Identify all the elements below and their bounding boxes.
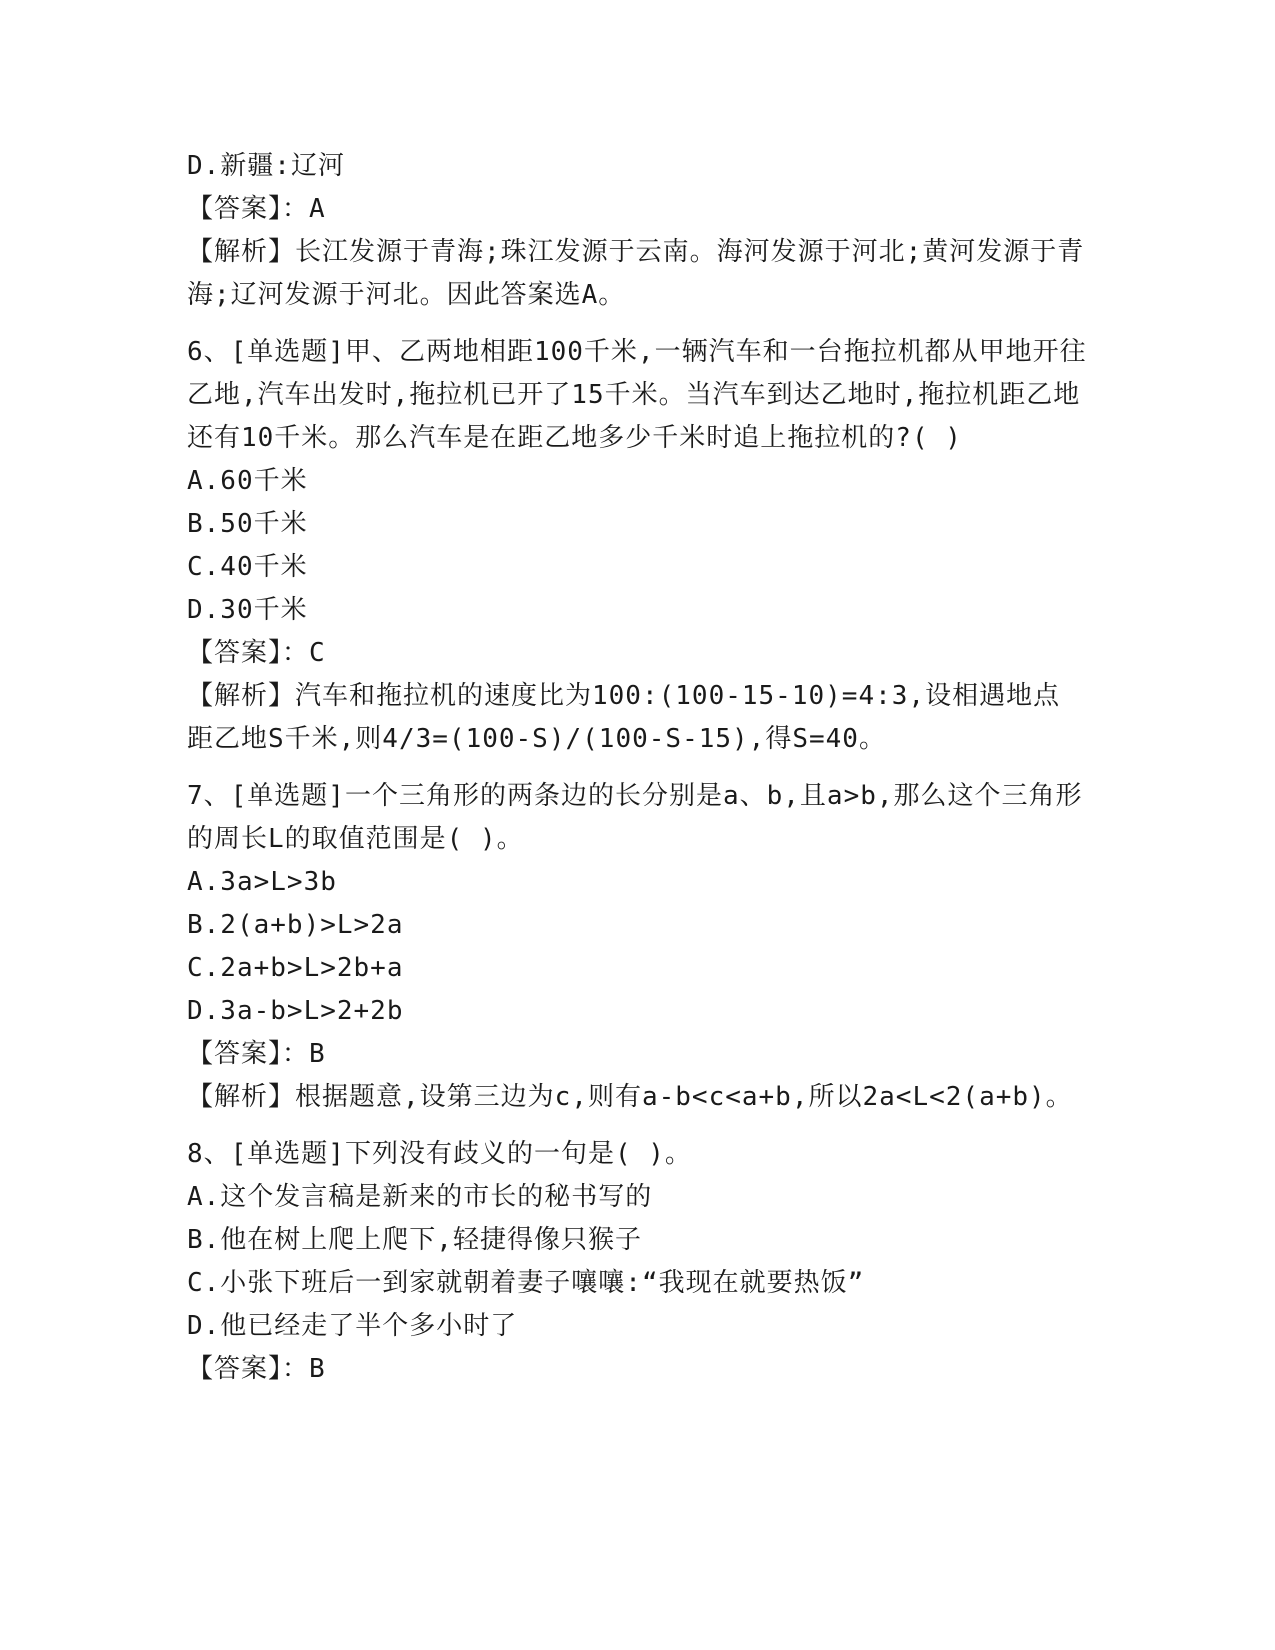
q6-answer: 【答案】：C (187, 638, 326, 668)
q7-option-a: A.3a>L>3b (187, 867, 337, 897)
q6-option-b: B.50千米 (187, 509, 308, 539)
q8-option-d: D.他已经走了半个多小时了 (187, 1311, 518, 1341)
q6-option-d: D.30千米 (187, 595, 308, 625)
q6-analysis: 【解析】汽车和拖拉机的速度比为100:(100-15-10)=4:3,设相遇地点距乙地S千米,则4/3=(100-S)/(100-S-15),得S=40。 (187, 681, 1061, 754)
document-page (187, 145, 1087, 1391)
q5-analysis: 【解析】长江发源于青海;珠江发源于云南。海河发源于河北;黄河发源于青海;辽河发源于河北。因此答案选A。 (187, 237, 1085, 310)
q7-option-d: D.3a-b>L>2+2b (187, 996, 404, 1026)
q6-option-a: A.60千米 (187, 466, 308, 496)
q5-option-d: D.新疆:辽河 (187, 151, 345, 181)
q6-question: 6、[单选题]甲、乙两地相距100千米,一辆汽车和一台拖拉机都从甲地开往乙地,汽车出发时,拖拉机已开了15千米。当汽车到达乙地时,拖拉机距乙地还有10千米。那么汽车是在距乙地多少千米时追上拖拉机的?( ) (187, 337, 1087, 453)
q8-option-c: C.小张下班后一到家就朝着妻子嚷嚷:“我现在就要热饭” (187, 1268, 865, 1298)
q8-option-b: B.他在树上爬上爬下,轻捷得像只猴子 (187, 1225, 642, 1255)
q7-answer: 【答案】：B (187, 1039, 326, 1069)
q8-question: 8、[单选题]下列没有歧义的一句是( )。 (187, 1139, 692, 1169)
q6-option-c: C.40千米 (187, 552, 308, 582)
q7-analysis: 【解析】根据题意,设第三边为c,则有a-b<c<a+b,所以2a<L<2(a+b)。 (187, 1082, 1073, 1112)
q7-option-c: C.2a+b>L>2b+a (187, 953, 404, 983)
q7-option-b: B.2(a+b)>L>2a (187, 910, 404, 940)
q8-option-a: A.这个发言稿是新来的市长的秘书写的 (187, 1182, 653, 1212)
q8-answer: 【答案】：B (187, 1354, 326, 1384)
q5-answer: 【答案】：A (187, 194, 326, 224)
q7-question: 7、[单选题]一个三角形的两条边的长分别是a、b,且a>b,那么这个三角形的周长L的取值范围是( )。 (187, 781, 1083, 854)
